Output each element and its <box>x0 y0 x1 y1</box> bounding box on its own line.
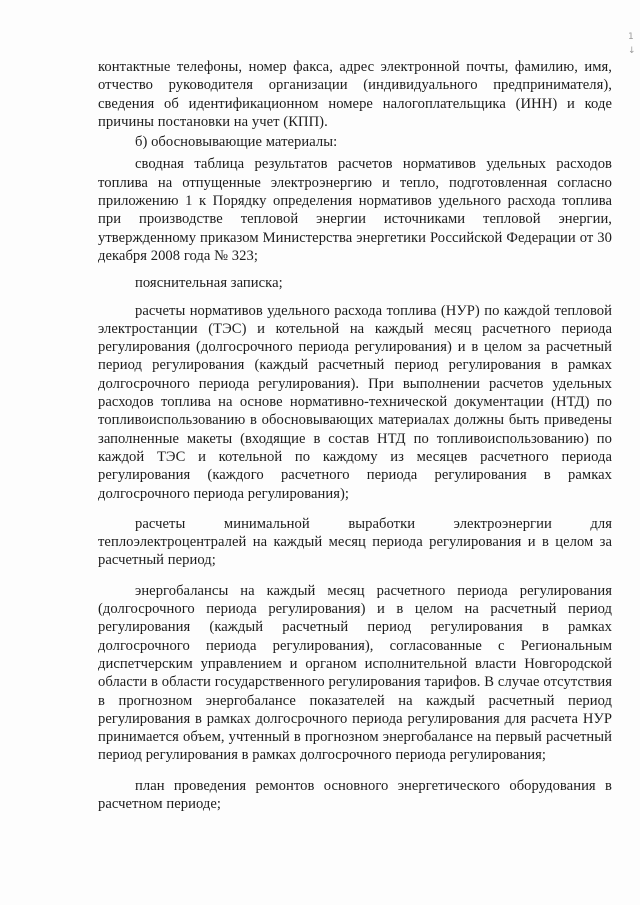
paragraph-explanatory-note: пояснительная записка; <box>135 275 283 292</box>
margin-mark: 1 ↓ <box>628 32 636 56</box>
paragraph-repair-plan: план проведения ремонтов основного энергетического оборудования в расчетном периоде; <box>98 777 612 812</box>
paragraph-section-b-heading: б) обосновывающие материалы: <box>135 134 338 151</box>
document-body <box>98 58 612 813</box>
paragraph-summary-table: сводная таблица результатов расчетов нормативов удельных расходов топлива на отпущенные электроэнергию и тепло, подготовленная согласно приложению 1 к Порядку определения нормативов удельного расхода топлива при производстве тепловой энергии источниками тепловой энергии, утвержденному приказом Министерства энергетики Российской Федерации от 30 декабря 2008 года № 323; <box>98 156 612 264</box>
paragraph-fuel-norm-calculations: расчеты нормативов удельного расхода топлива (НУР) по каждой тепловой электростанции (ТЭС) и котельной на каждый месяц расчетного периода регулирования (долгосрочного периода регулирования) и в целом за расчетный период регулирования (каждый расчетный период регулирования в рамках долгосрочного периода регулирования). При выполнении расчетов удельных расходов топлива на основе нормативно-технической документации (НТД) по топливоиспользованию в обосновывающих материалах должны быть приведены заполненные макеты (входящие в состав НТД по топливоиспользованию) по каждой ТЭС и котельной по каждому из месяцев расчетного периода регулирования (каждого расчетного периода регулирования в рамках долгосрочного периода регулирования); <box>98 302 612 502</box>
paragraph-energy-balances: энергобалансы на каждый месяц расчетного периода регулирования (долгосрочного периода регулирования) и в целом на расчетный период регулирования (каждый расчетный период регулирования в рамках долгосрочного периода регулирования), согласованные с Региональным диспетчерским управлением и органом исполнительной власти Новгородской области в области государственного регулирования тарифов. В случае отсутствия в прогнозном энергобалансе показателей на каждый расчетный период регулирования в рамках долгосрочного периода регулирования для расчета НУР принимается объем, учтенный в прогнозном энергобалансе на первый расчетный период регулирования в рамках долгосрочного периода регулирования; <box>98 582 612 764</box>
paragraph-contact-info: контактные телефоны, номер факса, адрес электронной почты, фамилию, имя, отчество руководителя организации (индивидуального предпринимателя), сведения об идентификационном номере налогоплательщика (ИНН) и коде причины постановки на учет (КПП). <box>98 59 612 130</box>
paragraph-min-electricity-output: расчеты минимальной выработки электроэнергии для теплоэлектроцентралей на каждый месяц периода регулирования и в целом за расчетный период; <box>98 515 612 569</box>
